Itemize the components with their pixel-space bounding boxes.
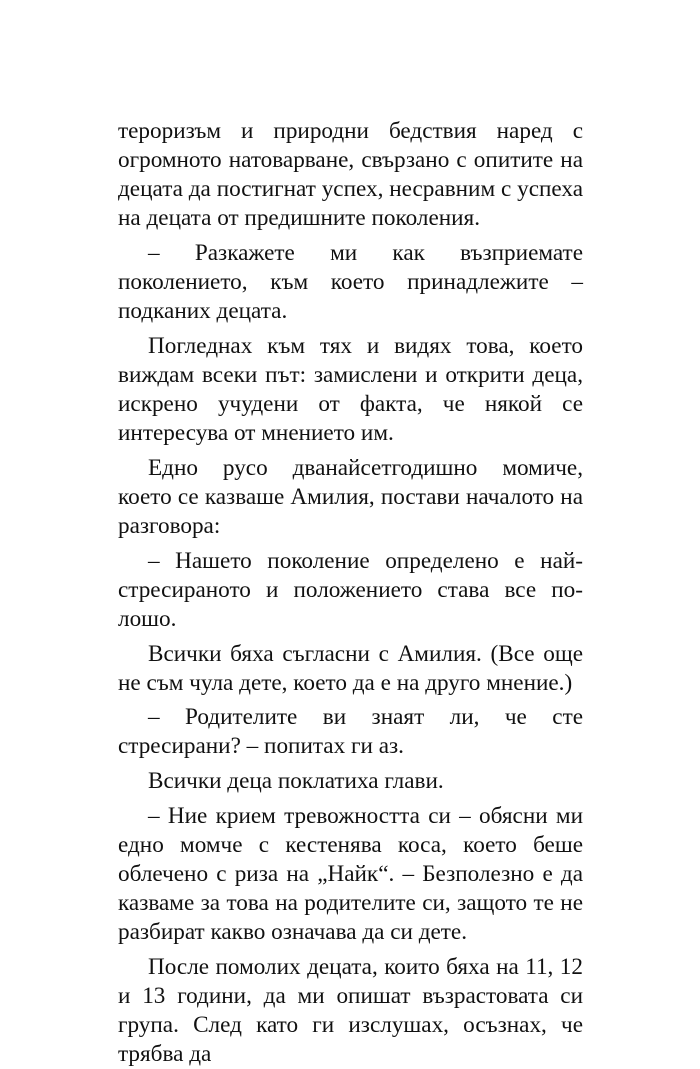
paragraph-3: Погледнах към тях и видях това, което виждам всеки път: замислени и открити деца, искрено учудени от факта, че някой се интересува от мнението им.: [118, 332, 583, 447]
paragraph-9: – Ние крием тревожността си – обясни ми едно момче с кестенява коса, което беше облечено с риза на „Найк“. – Безполезно е да казваме за това на родителите си, защото те не разбират какво означава да си дете.: [118, 802, 583, 946]
paragraph-1: тероризъм и природни бедствия наред с огромното натоварване, свързано с опитите на децата да постигнат успех, несравним с успеха на децата от предишните поколения.: [118, 118, 583, 232]
paragraph-8: Всички деца поклатиха глави.: [148, 768, 444, 795]
paragraph-4: Едно русо дванайсетгодишно момиче, което се казваше Амилия, постави началото на разговора:: [118, 454, 583, 539]
paragraph-5: – Нашето поколение определено е най-стресираното и положението става все по-лошо.: [118, 547, 583, 632]
page-text: [118, 117, 583, 1069]
paragraph-2: – Разкажете ми как възприемате поколението, към което принадлежите – подканих децата.: [118, 239, 583, 325]
paragraph-7: – Родителите ви знаят ли, че сте стресирани? – попитах ги аз.: [118, 704, 583, 760]
paragraph-10: После помолих децата, които бяха на 11, 12 и 13 години, да ми опишат възрастовата си група. След като ги изслушах, осъзнах, че трябва да: [118, 953, 583, 1068]
paragraph-6: Всички бяха съгласни с Амилия. (Все още не съм чула дете, което да е на друго мнение.): [118, 640, 583, 696]
